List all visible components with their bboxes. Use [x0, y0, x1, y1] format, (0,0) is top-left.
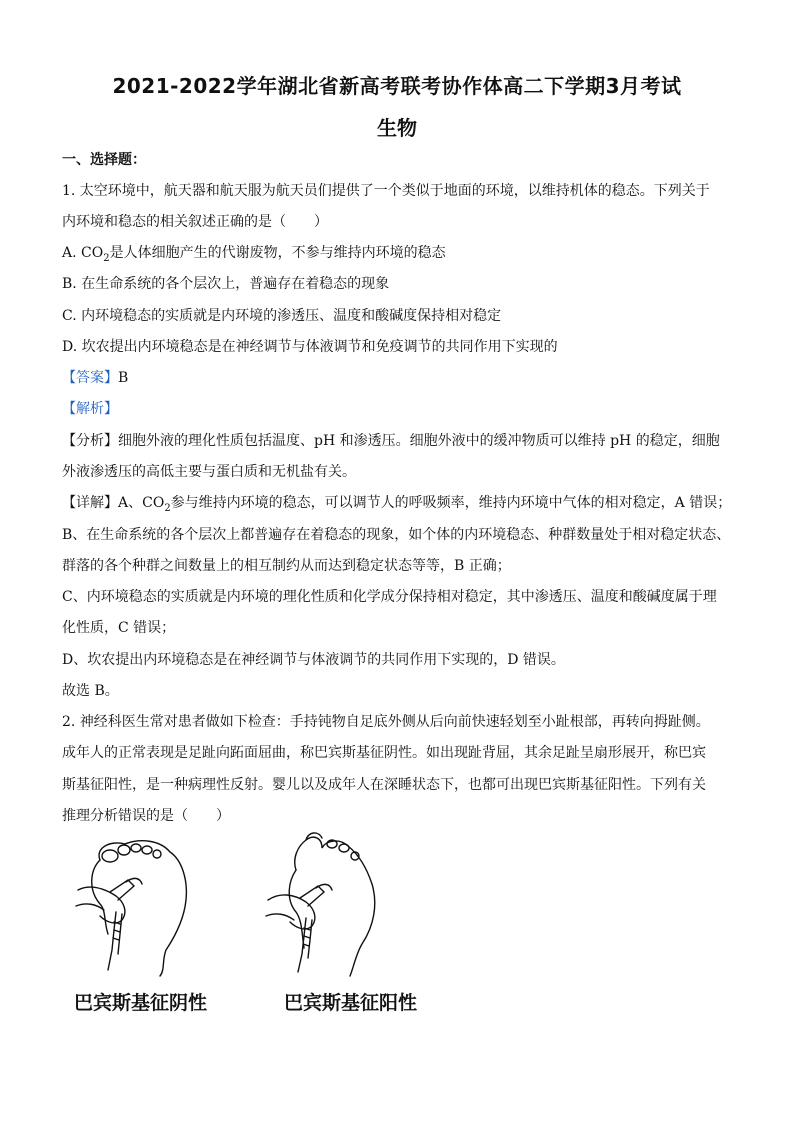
q1-fenxi-line-2: 外液渗透压的高低主要与蛋白质和无机盐有关。 [62, 464, 356, 480]
q1-detail-line-6: D、坎农提出内环境稳态是在神经调节与体液调节的共同作用下实现的，D 错误。 [62, 652, 565, 668]
q1-conclusion: 故选 B。 [62, 683, 119, 699]
detail-1-post: 参与维持内环境的稳态，可以调节人的呼吸频率，维持内环境中气体的相对稳定，A 错误； [170, 495, 732, 511]
q1-stem-line-2: 内环境和稳态的相关叙述正确的是（ ） [62, 214, 328, 230]
q1-option-a-sub: 2 [103, 252, 110, 264]
section-heading: 一、选择题： [62, 152, 146, 168]
detail-1-pre: A、CO [118, 495, 165, 511]
q1-option-b: B. 在生命系统的各个层次上，普遍存在着稳态的现象 [62, 276, 390, 292]
exam-title: 2021-2022学年湖北省新高考联考协作体高二下学期3月考试 [112, 74, 682, 98]
caption-babinski-negative: 巴宾斯基征阴性 [74, 992, 208, 1014]
caption-babinski-positive: 巴宾斯基征阳性 [284, 992, 418, 1014]
q1-answer [62, 368, 742, 388]
fenxi-tag: 【分析】 [62, 433, 118, 449]
q1-analysis-tag [62, 399, 742, 419]
q2-stem-line-1: 2. 神经科医生常对患者做如下检查：手持钝物自足底外侧从后向前快速轻划至小趾根部，再转向拇趾侧。 [62, 714, 710, 730]
q1-option-c: C. 内环境稳态的实质就是内环境的渗透压、温度和酸碱度保持相对稳定 [62, 308, 502, 324]
babinski-positive-illustration [262, 830, 402, 980]
q1-stem-line-1: 1. 太空环境中，航天器和航天服为航天员们提供了一个类似于地面的环境，以维持机体的稳态。下列关于 [62, 183, 710, 199]
answer-value: B [118, 370, 129, 386]
q1-detail-line-2: B、在生命系统的各个层次上都普遍存在着稳态的现象，如个体的内环境稳态、种群数量处于相对稳定状态、 [62, 527, 731, 543]
fenxi-text-1: 细胞外液的理化性质包括温度、pH 和渗透压。细胞外液中的缓冲物质可以维持 pH 的稳定，细胞 [118, 433, 720, 449]
q2-stem-line-2: 成年人的正常表现是足趾向跖面屈曲，称巴宾斯基征阴性。如出现趾背屈，其余足趾呈扇形展开，称巴宾 [62, 745, 706, 761]
subject-title: 生物 [377, 116, 417, 140]
q2-stem-line-4: 推理分析错误的是（ ） [62, 808, 230, 824]
q1-option-d: D. 坎农提出内环境稳态是在神经调节与体液调节和免疫调节的共同作用下实现的 [62, 339, 558, 355]
q2-stem-line-3: 斯基征阳性，是一种病理性反射。婴儿以及成年人在深睡状态下，也都可出现巴宾斯基征阳性。下列有关 [62, 777, 706, 793]
q1-detail-line-5: 化性质，C 错误； [62, 620, 176, 636]
q1-detail-line-1 [62, 493, 742, 519]
analysis-tag: 【解析】 [62, 401, 118, 417]
answer-tag: 【答案】 [62, 370, 118, 386]
q1-detail-line-3: 群落的各个种群之间数量上的相互制约从而达到稳定状态等等，B 正确； [62, 558, 511, 574]
q1-option-a [62, 243, 742, 269]
detail-1-sub: 2 [164, 502, 171, 514]
q1-option-a-post: 是人体细胞产生的代谢废物，不参与维持内环境的稳态 [109, 245, 446, 261]
q1-option-a-pre: A. CO [62, 245, 104, 261]
detail-tag: 【详解】 [62, 495, 118, 511]
q1-detail-line-4: C、内环境稳态的实质就是内环境的理化性质和化学成分保持相对稳定，其中渗透压、温度和酸碱度属于理 [62, 589, 717, 605]
q1-fenxi-line-1 [62, 431, 742, 451]
babinski-negative-illustration [70, 830, 210, 980]
